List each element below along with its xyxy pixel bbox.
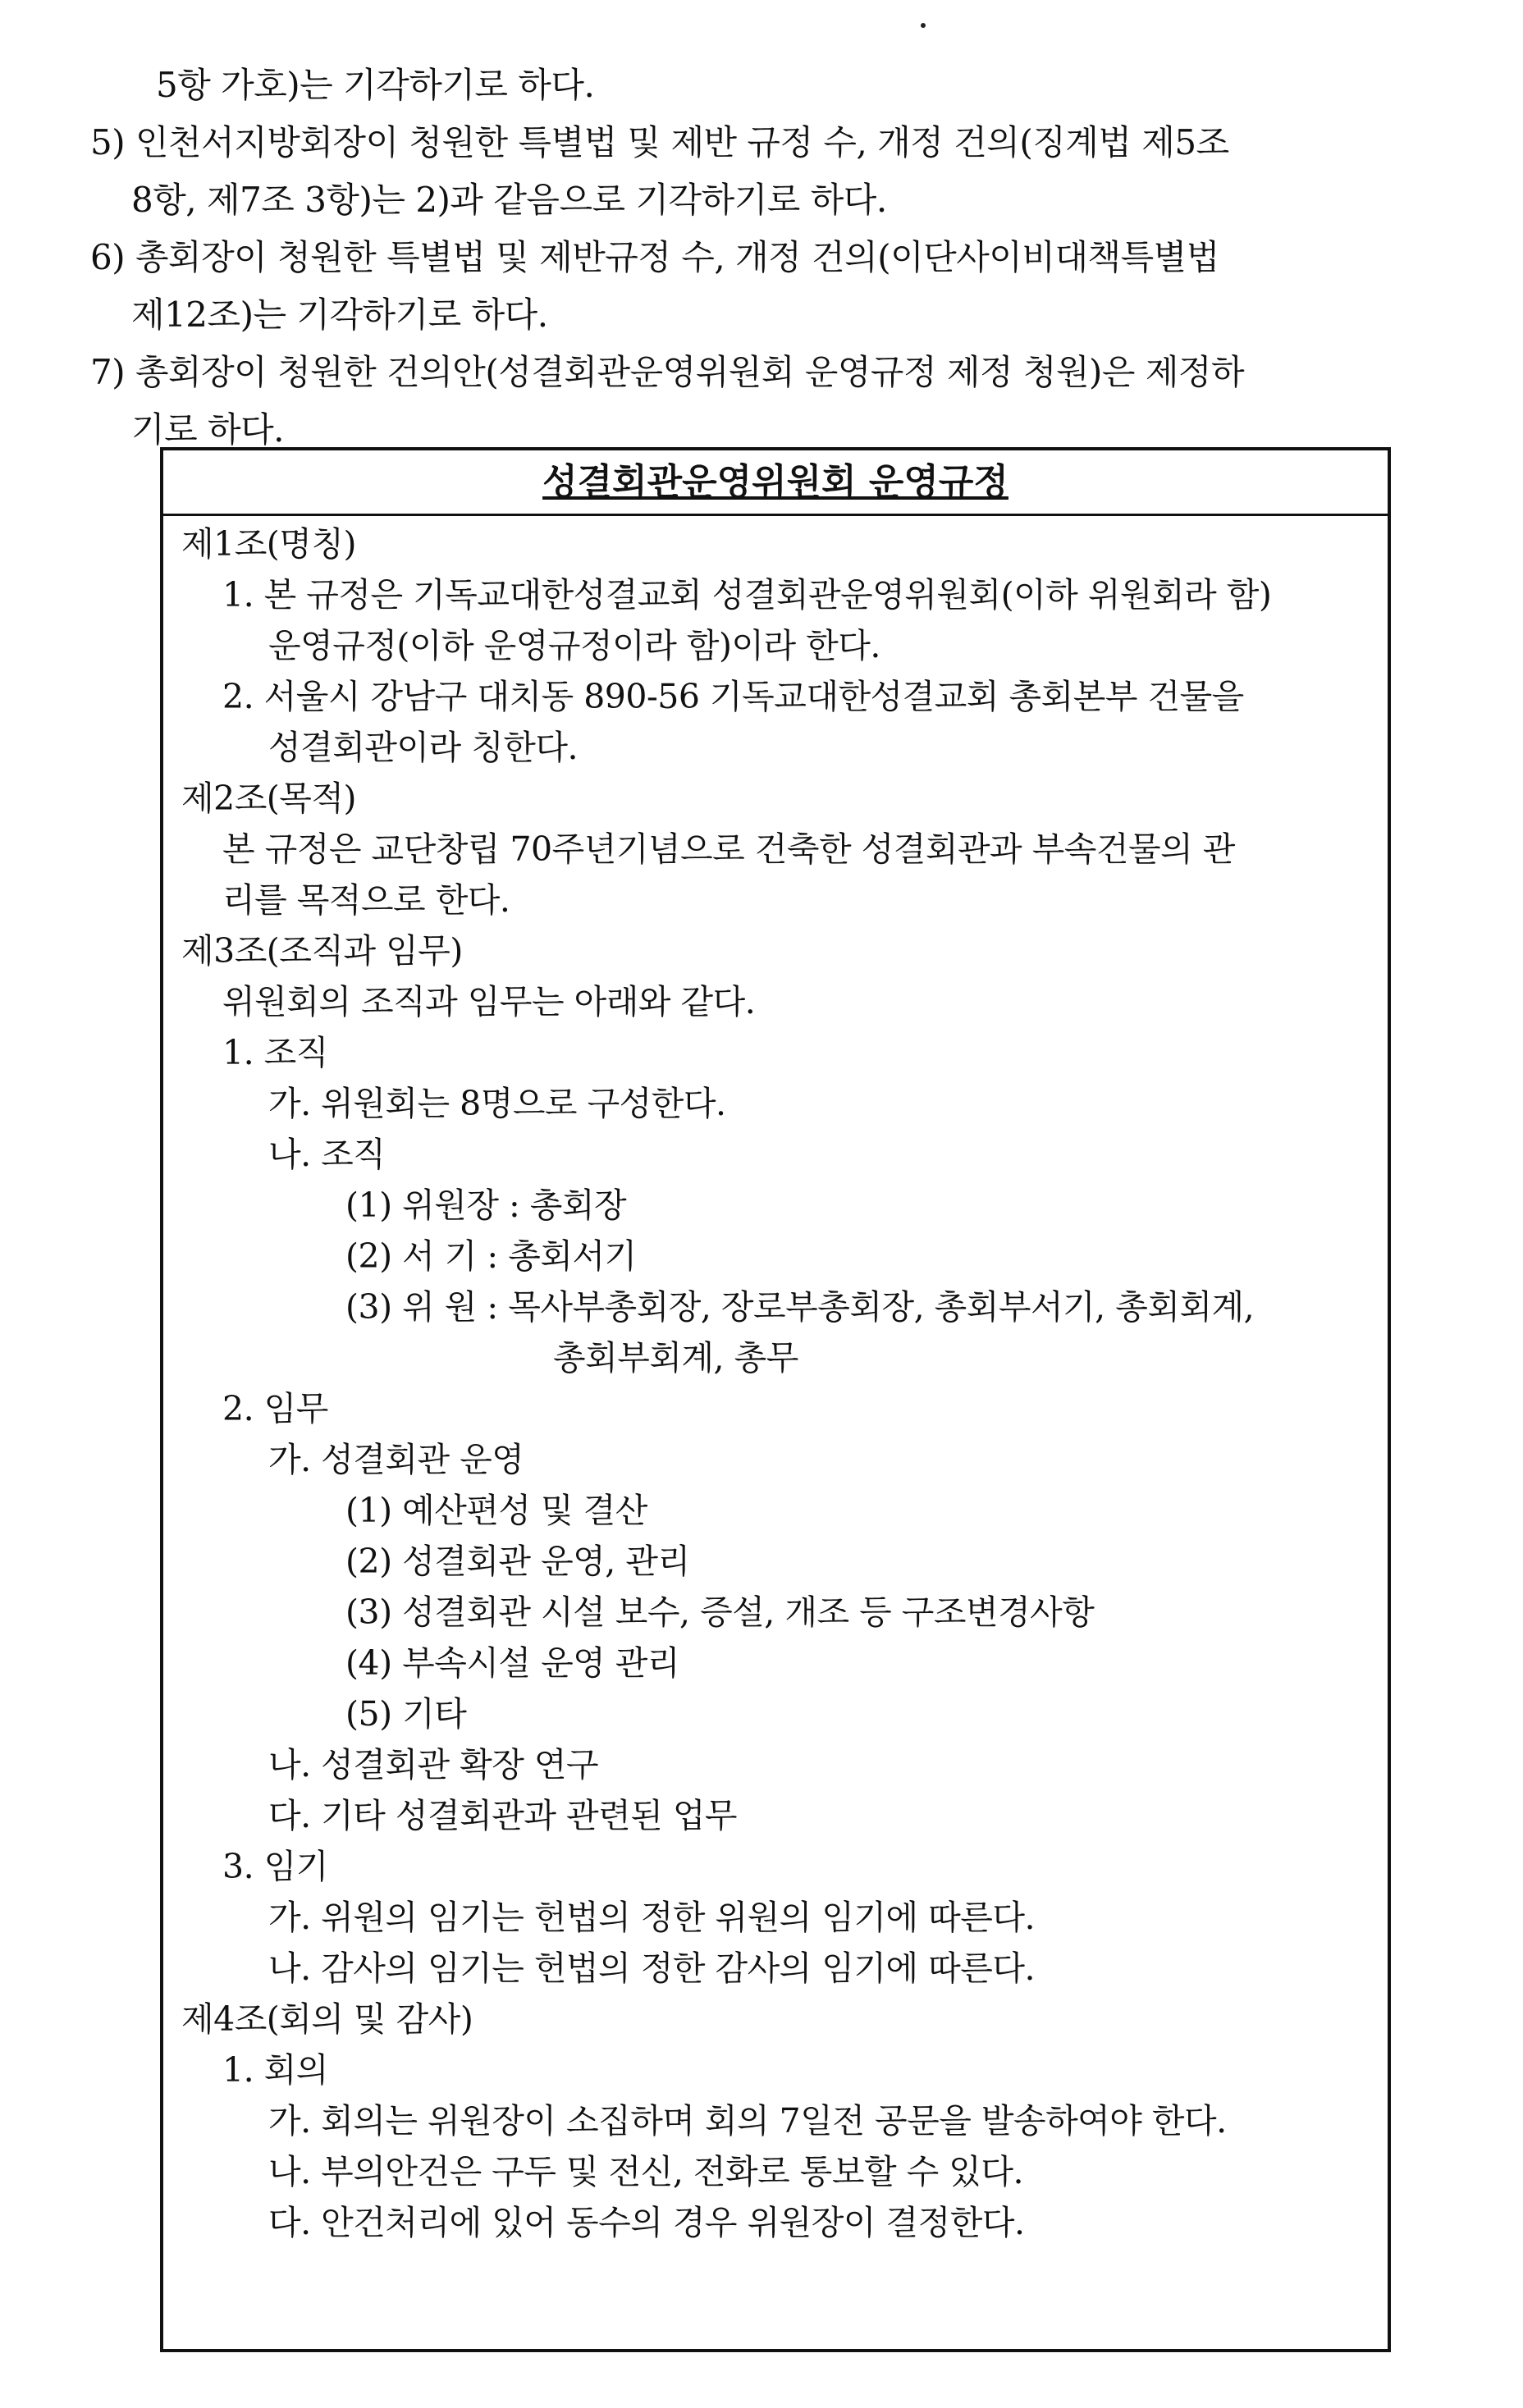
regulation-line: (2) 서 기 : 총회서기 xyxy=(345,1236,637,1276)
regulation-line: 나. 조직 xyxy=(268,1135,386,1174)
intro-line: 5항 가호)는 기각하기로 하다. xyxy=(156,65,595,105)
regulation-line: 가. 회의는 위원장이 소집하며 회의 7일전 공문을 발송하여야 한다. xyxy=(268,2101,1227,2141)
regulation-line: 제2조(목적) xyxy=(181,779,357,818)
intro-line: 기로 하다. xyxy=(131,409,284,450)
regulation-line: (3) 성결회관 시설 보수, 증설, 개조 등 구조변경사항 xyxy=(345,1592,1095,1632)
regulation-line: (3) 위 원 : 목사부총회장, 장로부총회장, 총회부서기, 총회회계, xyxy=(345,1287,1255,1327)
regulation-line: 가. 위원회는 8명으로 구성한다. xyxy=(268,1084,726,1123)
regulation-line: 1. 조직 xyxy=(222,1033,328,1072)
intro-line: 8항, 제7조 3항)는 2)과 같음으로 기각하기로 하다. xyxy=(131,180,887,220)
regulation-line: 제1조(명칭) xyxy=(181,524,357,564)
regulation-line: 다. 안건처리에 있어 동수의 경우 위원장이 결정한다. xyxy=(268,2203,1025,2242)
regulation-line: (2) 성결회관 운영, 관리 xyxy=(345,1542,690,1581)
regulation-line: (5) 기타 xyxy=(345,1694,467,1734)
regulation-line: 본 규정은 교단창립 70주년기념으로 건축한 성결회관과 부속건물의 관 xyxy=(222,829,1235,869)
regulation-line: 운영규정(이하 운영규정이라 함)이라 한다. xyxy=(268,626,880,665)
regulation-line: 위원회의 조직과 임무는 아래와 같다. xyxy=(222,982,756,1021)
regulation-line: 나. 감사의 임기는 헌법의 정한 감사의 임기에 따른다. xyxy=(268,1949,1036,1988)
intro-line: 5) 인천서지방회장이 청원한 특별법 및 제반 규정 수, 개정 건의(징계법 제5조 xyxy=(90,122,1229,162)
regulation-line: 성결회관이라 칭한다. xyxy=(268,728,579,767)
regulation-line: 리를 목적으로 한다. xyxy=(222,880,510,920)
regulation-line: 1. 본 규정은 기독교대한성결교회 성결회관운영위원회(이하 위원회라 함) xyxy=(222,575,1272,615)
regulation-box xyxy=(160,447,1391,2352)
regulation-line: 가. 위원의 임기는 헌법의 정한 위원의 임기에 따른다. xyxy=(268,1898,1036,1937)
regulation-line: 제4조(회의 및 감사) xyxy=(181,1999,473,2039)
regulation-line: (4) 부속시설 운영 관리 xyxy=(345,1643,680,1683)
regulation-line: 나. 성결회관 확장 연구 xyxy=(268,1745,599,1784)
intro-line: 6) 총회장이 청원한 특별법 및 제반규정 수, 개정 건의(이단사이비대책특별법 xyxy=(90,237,1219,277)
regulation-line: 총회부회계, 총무 xyxy=(553,1338,798,1378)
intro-line: 7) 총회장이 청원한 건의안(성결회관운영위원회 운영규정 제정 청원)은 제정하 xyxy=(90,352,1245,392)
intro-line: 제12조)는 기각하기로 하다. xyxy=(131,295,548,335)
regulation-line: 나. 부의안건은 구두 및 전신, 전화로 통보할 수 있다. xyxy=(268,2152,1023,2191)
regulation-line: (1) 위원장 : 총회장 xyxy=(345,1186,627,1225)
regulation-title: 성결회관운영위원회 운영규정 xyxy=(542,461,1008,503)
regulation-line: 1. 회의 xyxy=(222,2050,328,2090)
regulation-line: 제3조(조직과 임무) xyxy=(181,931,463,971)
regulation-line: 가. 성결회관 운영 xyxy=(268,1440,524,1479)
regulation-line: 3. 임기 xyxy=(222,1847,328,1886)
regulation-line: 다. 기타 성결회관과 관련된 업무 xyxy=(268,1796,738,1835)
regulation-line: (1) 예산편성 및 결산 xyxy=(345,1491,647,1530)
scan-speck xyxy=(921,23,926,28)
regulation-line: 2. 서울시 강남구 대치동 890-56 기독교대한성결교회 총회본부 건물을 xyxy=(222,677,1244,716)
regulation-line: 2. 임무 xyxy=(222,1389,328,1428)
regulation-title-bar xyxy=(163,450,1388,516)
